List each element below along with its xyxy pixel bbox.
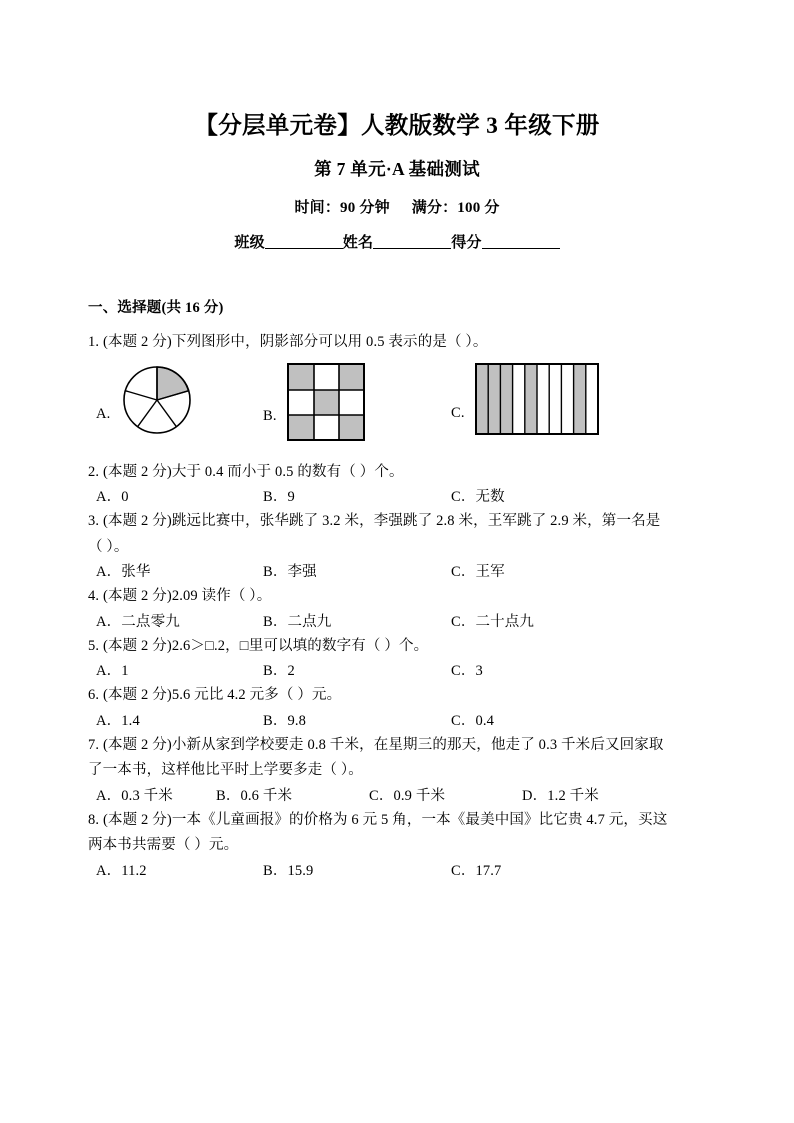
- question-1-stem: [88, 331, 706, 354]
- question-6-stem: [88, 684, 706, 707]
- title-block: [0, 112, 794, 252]
- field-blank-class[interactable]: [265, 248, 343, 249]
- question-6-options: [88, 710, 706, 734]
- question-5-option-a[interactable]: A．1: [96, 663, 129, 680]
- question-1-score: (本题 2 分): [102, 334, 172, 351]
- question-3-stem: [88, 510, 706, 533]
- question-5: [88, 635, 706, 684]
- student-fields-row: [0, 231, 794, 252]
- question-1-label-b: B.: [263, 408, 277, 425]
- question-7-option-d[interactable]: D．1.2 千米: [522, 787, 599, 804]
- question-3-text: 跳远比赛中，张华跳了 3.2 米，李强跳了 2.8 米，王军跳了 2.9 米，第一名是: [171, 513, 661, 530]
- question-4: [88, 585, 706, 634]
- question-7-option-a[interactable]: A．0.3 千米: [96, 787, 173, 804]
- question-6-text: 5.6 元比 4.2 元多（ ）元。: [171, 687, 342, 704]
- question-1: [88, 331, 706, 454]
- question-4-option-c[interactable]: C．二十点九: [451, 613, 535, 630]
- question-7-score: (本题 2 分): [102, 736, 172, 753]
- question-3-option-b[interactable]: B．李强: [263, 564, 317, 581]
- field-label-class: 班级: [234, 235, 265, 252]
- question-7-options: [88, 785, 706, 809]
- exam-time: 时间：90 分钟: [294, 200, 390, 217]
- question-1-label-a: A.: [96, 406, 111, 423]
- question-1-number: 1.: [88, 334, 100, 351]
- field-label-score: 得分: [451, 235, 482, 252]
- circle-sectors-figure: [120, 363, 194, 437]
- field-label-name: 姓名: [342, 235, 374, 252]
- question-3-options: [88, 561, 706, 585]
- exam-total-score: 满分：100 分: [411, 200, 500, 217]
- question-3: [88, 510, 706, 585]
- question-5-options: [88, 660, 706, 684]
- field-blank-name[interactable]: [373, 248, 451, 249]
- question-7-stem-line2: 了一本书，这样他比平时上学要多走（ ）。: [88, 762, 363, 779]
- question-4-score: (本题 2 分): [102, 588, 172, 605]
- grid-figure: [287, 363, 365, 441]
- question-6-option-a[interactable]: A．1.4: [96, 712, 140, 729]
- question-5-option-b[interactable]: B．2: [263, 663, 295, 680]
- question-8-score: (本题 2 分): [102, 811, 172, 828]
- question-1-label-c: C.: [451, 405, 465, 422]
- question-6-score: (本题 2 分): [102, 687, 172, 704]
- question-4-option-b[interactable]: B．二点九: [263, 613, 332, 630]
- question-6-number: 6.: [88, 687, 100, 704]
- question-6-option-b[interactable]: B．9.8: [263, 712, 307, 729]
- question-5-option-c[interactable]: C．3: [451, 663, 483, 680]
- question-1-option-a[interactable]: [96, 363, 194, 437]
- question-4-text: 2.09 读作（ ）。: [171, 588, 272, 605]
- question-4-options: [88, 611, 706, 635]
- question-4-number: 4.: [88, 588, 100, 605]
- question-2-option-a[interactable]: A．0: [96, 489, 129, 506]
- question-8-number: 8.: [88, 811, 100, 828]
- question-8-stem-line2: 两本书共需要（ ）元。: [88, 837, 239, 854]
- question-2: [88, 461, 706, 510]
- body-area: [0, 296, 794, 883]
- field-blank-score[interactable]: [482, 248, 560, 249]
- question-1-option-c[interactable]: [451, 363, 599, 435]
- question-5-number: 5.: [88, 637, 100, 654]
- stripes-figure: [475, 363, 599, 435]
- question-2-options: [88, 486, 706, 510]
- question-2-option-b[interactable]: B．9: [263, 489, 295, 506]
- question-3-number: 3.: [88, 513, 100, 530]
- document-meta: [0, 196, 794, 217]
- question-1-option-b[interactable]: [263, 363, 365, 441]
- question-7: [88, 734, 706, 809]
- question-4-option-a[interactable]: A．二点零九: [96, 613, 180, 630]
- question-7-option-c[interactable]: C．0.9 千米: [369, 787, 446, 804]
- question-8-option-c[interactable]: C．17.7: [451, 862, 502, 879]
- question-3-option-a[interactable]: A．张华: [96, 564, 151, 581]
- question-5-text: 2.6＞□.2，□里可以填的数字有（ ）个。: [171, 637, 429, 654]
- document-title: 【分层单元卷】人教版数学 3 年级下册: [194, 113, 600, 139]
- question-6-option-c[interactable]: C．0.4: [451, 712, 495, 729]
- question-4-stem: [88, 585, 706, 608]
- question-5-stem: [88, 635, 706, 658]
- question-2-text: 大于 0.4 而小于 0.5 的数有（ ）个。: [171, 463, 404, 480]
- question-1-text: 下列图形中，阴影部分可以用 0.5 表示的是（ ）。: [171, 334, 488, 351]
- question-8-text: 一本《儿童画报》的价格为 6 元 5 角，一本《最美中国》比它贵 4.7 元，买这: [171, 811, 668, 828]
- question-1-figures: [88, 363, 706, 455]
- question-8-stem: [88, 809, 706, 832]
- question-3-option-c[interactable]: C．王军: [451, 564, 505, 581]
- question-5-score: (本题 2 分): [102, 637, 172, 654]
- section-heading-choice: 一、选择题(共 16 分): [88, 300, 224, 317]
- question-3-stem-line2: （ ）。: [88, 538, 129, 555]
- question-7-text: 小新从家到学校要走 0.8 千米，在星期三的那天，他走了 0.3 千米后又回家取: [171, 736, 664, 753]
- question-8: [88, 809, 706, 884]
- question-8-option-a[interactable]: A．11.2: [96, 862, 147, 879]
- question-7-number: 7.: [88, 736, 100, 753]
- document-subtitle: 第 7 单元·A 基础测试: [314, 159, 480, 180]
- question-3-score: (本题 2 分): [102, 513, 172, 530]
- question-7-option-b[interactable]: B．0.6 千米: [216, 787, 293, 804]
- question-7-stem: [88, 734, 706, 757]
- question-2-stem: [88, 461, 706, 484]
- question-2-number: 2.: [88, 463, 100, 480]
- question-6: [88, 684, 706, 733]
- question-2-option-c[interactable]: C．无数: [451, 489, 505, 506]
- question-2-score: (本题 2 分): [102, 463, 172, 480]
- question-8-options: [88, 860, 706, 884]
- question-8-option-b[interactable]: B．15.9: [263, 862, 314, 879]
